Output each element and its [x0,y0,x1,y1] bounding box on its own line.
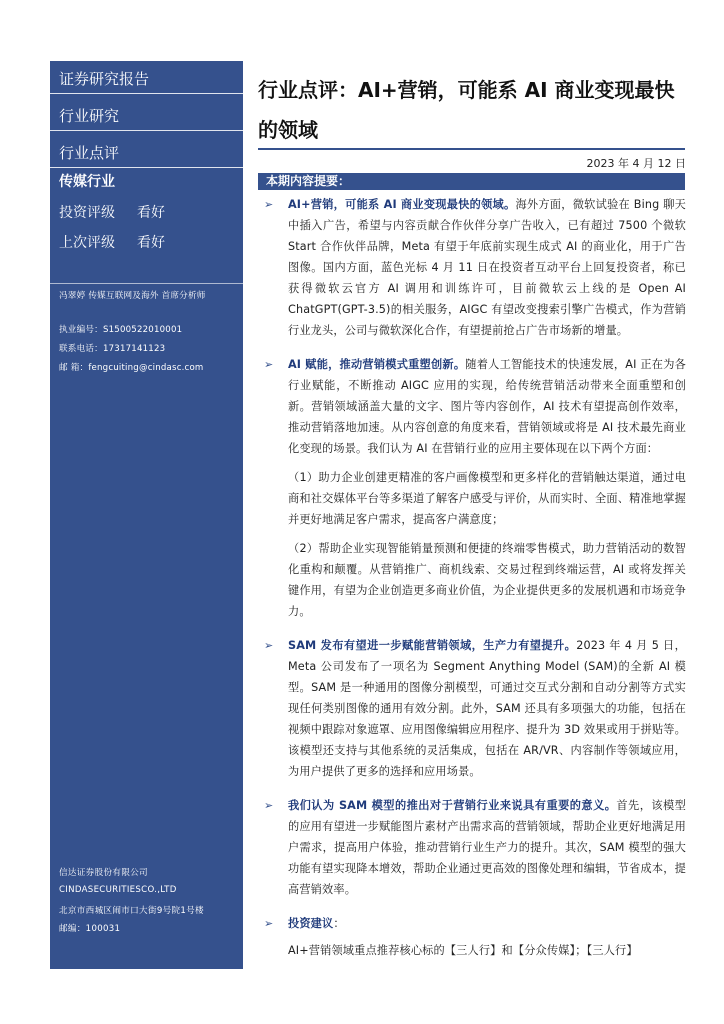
list-item [258,194,686,341]
arrow-bullet-icon: ➢ [264,358,274,371]
bullet-heading: SAM 发布有望进一步赋能营销领域，生产力有望提升。 [288,639,577,652]
bullet-text: 海外方面，微软试验在 Bing 聊天中插入广告，希望与内容贡献合作伙伴分享广告收入，已有超过 7500 个微软 Start 合作伙伴品牌，Meta 有望于年底前实现生成式 AI 的商业化，用于广告图像。国内方面，蓝色光标 4 月 11 日在投资者互动平台上回复投资者，称已获得微软云官方 AI 调用和训练许可，目前微软云上线的是 Open AI ChatGPT(GPT-3.5)的相关服务，AIGC 有望改变搜索引擎广告模式，作为营销行业龙头，公司与微软深化合作，有望提前抢占广告市场新的增量。 [288,198,686,337]
list-item [258,913,686,934]
point-paragraph: （1）助力企业创建更精准的客户画像模型和更多样化的营销触达渠道，通过电商和社交媒体平台等多渠道了解客户感受与评价，从而实时、全面、精准地掌握并更好地满足客户需求，提高客户满意度； [288,471,686,526]
recommendation-paragraph: AI+营销领域重点推荐核心标的【三人行】和【分众传媒】；【三人行】 [288,944,638,957]
rating-label: 投资评级 [59,205,115,221]
category: 行业研究 [50,98,243,131]
prev-rating-value: 看好 [137,235,165,251]
bullet-heading: 我们认为 SAM 模型的推出对于营销行业来说具有重要的意义。 [288,799,617,812]
list-item [258,635,686,782]
prev-rating-row [59,232,165,252]
company-cn: 信达证券股份有限公司 [59,868,148,878]
report-type: 证券研究报告 [50,61,243,94]
bullet-text: 首先，该模型的应用有望进一步赋能图片素材产出需求高的营销领域，帮助企业更好地满足用户需求，提高用户体验，推动营销行业生产力的提升。其次，SAM 模型的强大功能有望实现降本增效，帮助企业通过更高效的图像处理和编辑，节省成本，提高营销效率。 [288,799,687,896]
bullet-heading: AI+营销，可能系 AI 商业变现最快的领域。 [288,198,516,211]
analyst-name: 冯翠婷 传媒互联网及海外 首席分析师 [59,291,206,301]
arrow-bullet-icon: ➢ [264,917,274,930]
arrow-bullet-icon: ➢ [264,198,274,211]
bullet-heading: 投资建议 [288,917,334,930]
title-underline [258,148,685,150]
analyst-cert: 执业编号：S1500522010001 [59,325,183,335]
sidebar [50,61,243,969]
report-date: 2023 年 4 月 12 日 [586,157,686,170]
bullet-text: 随着人工智能技术的快速发展，AI 正在为各行业赋能，不断推动 AIGC 应用的实现，给传统营销活动带来全面重塑和创新。营销领域涵盖大量的文字、图片等内容创作，AI 技术有望提高创作效率，推动营销落地加速。从内容创意的角度来看，营销领域或将是 AI 技术最先商业化变现的场景。我们认为 AI 在营销行业的应用主要体现在以下两个方面： [288,358,686,455]
industry-name: 传媒行业 [59,174,115,190]
prev-rating-label: 上次评级 [59,235,115,251]
sidebar-divider [50,283,243,284]
analyst-phone: 联系电话：17317141123 [59,344,166,354]
arrow-bullet-icon: ➢ [264,639,274,652]
bullet-text: ： [333,917,345,930]
arrow-bullet-icon: ➢ [264,799,274,812]
rating-value: 看好 [137,205,165,221]
report-title: 行业点评：AI+营销，可能系 AI 商业变现最快的领域 [258,78,675,142]
summary-heading: 本期内容提要： [258,173,685,190]
subcategory: 行业点评 [50,135,243,168]
content [258,194,686,969]
list-item [258,354,686,459]
list-item [258,795,686,900]
rating-row [59,202,165,222]
bullet-heading: AI 赋能，推动营销模式重塑创新。 [288,358,466,371]
bullet-text: 2023 年 4 月 5 日，Meta 公司发布了一项名为 Segment Anything Model (SAM)的全新 AI 模型。SAM 是一种通用的图像分割模型，可通过交互式分割和自动分割等方式实现任何类别图像的通用有效分割。此外，SAM 还具有多项强大的功能，包括在视频中跟踪对象遮罩、应用图像编辑应用程序、提升为 3D 效果或用于拼贴等。该模型还支持与其他系统的灵活集成，包括在 AR/VR、内容制作等领域应用，为用户提供了更多的选择和应用场景。 [288,639,686,778]
analyst-email: 邮 箱：fengcuiting@cindasc.com [59,363,204,373]
company-address: 北京市西城区闹市口大街9号院1号楼 [59,906,204,916]
point-paragraph: （2）帮助企业实现智能销量预测和便捷的终端零售模式，助力营销活动的数智化重构和颠覆。从营销推广、商机线索、交易过程到终端运营，AI 或将发挥关键作用，有望为企业创造更多商业价值，为企业提供更多的发展机遇和市场竞争力。 [288,542,686,618]
company-en: CINDASECURITIESCO.,LTD [59,885,177,895]
company-postcode: 邮编：100031 [59,924,121,934]
